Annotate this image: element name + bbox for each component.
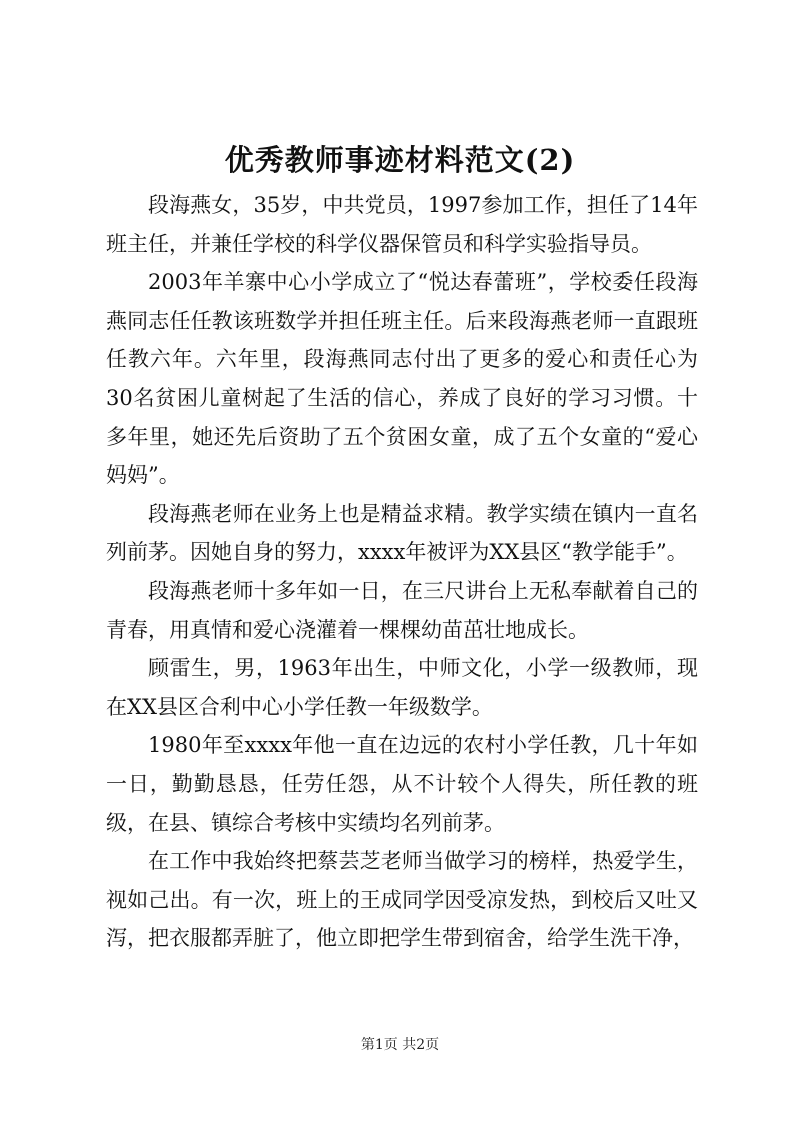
paragraph: 段海燕老师十多年如一日，在三尺讲台上无私奉献着自己的青春，用真情和爱心浇灌着一棵棵幼苗茁壮地成长。: [106, 578, 698, 642]
paragraph: 顾雷生，男，1963年出生，中师文化，小学一级教师，现在XX县区合利中心小学任教一年级数学。: [106, 656, 698, 719]
document-title: 优秀教师事迹材料范文(2): [224, 143, 576, 177]
paragraph: 段海燕女，35岁，中共党员，1997参加工作，担任了14年班主任，并兼任学校的科学仪器保管员和科学实验指导员。: [106, 193, 698, 256]
document-body: [106, 186, 698, 958]
paragraph: 2003年羊寨中心小学成立了“悦达春蕾班”，学校委任段海燕同志任任教该班数学并担任班主任。后来段海燕老师一直跟班任教六年。六年里，段海燕同志付出了更多的爱心和责任心为30名贫困儿童树起了生活的信心，养成了良好的学习习惯。十多年里，她还先后资助了五个贫困女童，成了五个女童的“爱心妈妈”。: [106, 270, 698, 488]
paragraph: 在工作中我始终把蔡芸芝老师当做学习的榜样，热爱学生，视如己出。有一次，班上的王成同学因受凉发热，到校后又吐又泻，把衣服都弄脏了，他立即把学生带到宿舍，给学生洗干净，: [106, 849, 698, 951]
page-number: 第1页 共2页: [360, 1037, 440, 1053]
paragraph: 1980年至xxxx年他一直在边远的农村小学任教，几十年如一日，勤勤恳恳，任劳任怨，从不计较个人得失，所任教的班级，在县、镇综合考核中实绩均名列前茅。: [106, 733, 698, 835]
paragraph: 段海燕老师在业务上也是精益求精。教学实绩在镇内一直名列前茅。因她自身的努力，xxxx年被评为XX县区“教学能手”。: [106, 501, 698, 565]
